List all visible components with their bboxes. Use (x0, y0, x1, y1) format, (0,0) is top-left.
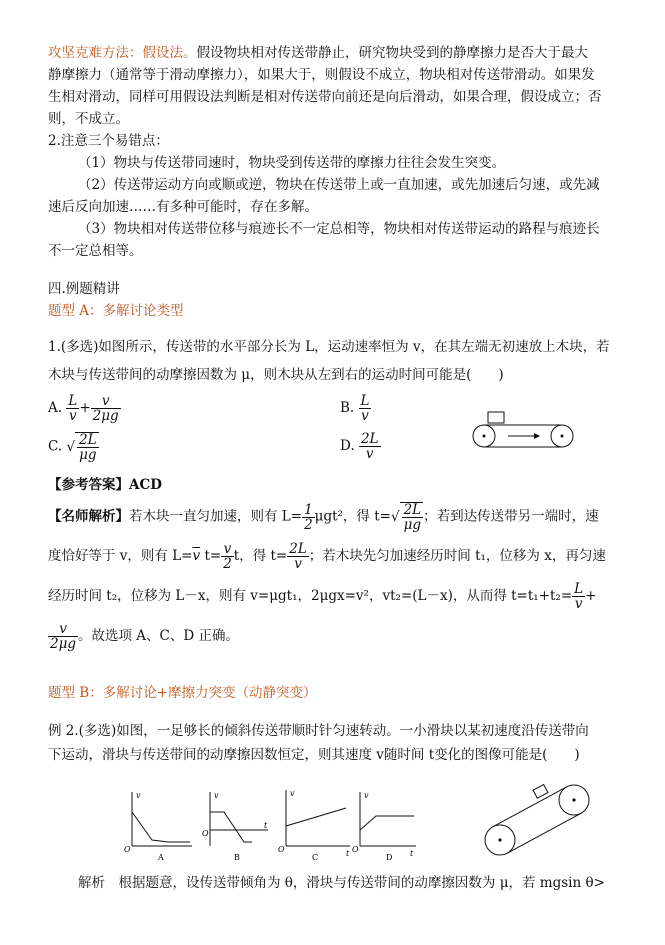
num: L (360, 393, 370, 409)
num: v (48, 622, 78, 637)
q1-analysis-line2 (48, 542, 606, 571)
note-item-3a: （3）物块相对传送带位移与痕迹长不一定总相等，物块相对传送带运动的路程与痕迹长 (78, 221, 600, 237)
option-a: A. $\frac{L}{v}$ + $\frac{v}{2\mu g}$ (48, 393, 119, 424)
axis-v-label: v (136, 791, 141, 800)
notes-heading: 2.注意三个易错点： (48, 133, 169, 149)
graph-c (278, 789, 350, 862)
frac-1-over-2 (302, 503, 315, 532)
slider-block (533, 785, 548, 799)
graph-d (352, 791, 416, 862)
den: v (365, 446, 374, 462)
curve-d (360, 816, 414, 830)
q2-line2: 下运动，滑块与传送带间的动摩擦因数恒定，则其速度 v随时间 t变化的图像可能是( ) (48, 747, 580, 763)
analysis-label: 【名师解析】 (48, 508, 129, 525)
option-c (48, 432, 99, 462)
sqrt-2l-ug: √ $\frac{2L}{\mu g}$ (390, 502, 422, 533)
analysis-text: t= (204, 548, 222, 564)
note-item-2b: 速后反向加速……有多种可能时，存在多解。 (48, 199, 318, 215)
direction-arrowhead (534, 433, 540, 439)
option-b-label: B. (340, 400, 355, 416)
option-b (340, 394, 371, 423)
den: v (294, 556, 302, 572)
num: L (68, 393, 78, 409)
belt-top (493, 787, 567, 827)
block-shape (488, 412, 504, 423)
graph-b-label: B (234, 853, 240, 862)
den: 2 (304, 516, 313, 533)
analysis-text: ；若木块先匀加速经历时间 t₁，位移为 x，再匀速 (308, 548, 606, 564)
den: 2 (223, 556, 232, 572)
frac-v-over-2 (221, 542, 234, 571)
axis-t-label: t (346, 849, 350, 858)
origin-label: O (278, 845, 285, 854)
analysis-text: ；若到达传送带另一端时，速 (423, 508, 599, 525)
option-c-label: C. (48, 438, 63, 455)
conveyor-belt-figure (470, 410, 578, 452)
q1-analysis-line1 (48, 502, 599, 532)
den: μg (403, 517, 422, 533)
option-d-label: D. (340, 438, 355, 454)
option-a-label: A. (48, 400, 63, 416)
note-item-2a: （2）传送带运动方向或顺或逆，物块在传送带上或一直加速，或先加速后匀速，或先减 (78, 177, 600, 193)
curve-a (132, 812, 190, 842)
graph-c-label: C (312, 853, 319, 862)
q1-line2: 木块与传送带间的动摩擦因数为 μ，则木块从左到右的运动时间可能是( ) (48, 367, 504, 383)
note-item-1: （1）物块与传送带同速时，物块受到传送带的摩擦力往往会发生突变。 (78, 155, 506, 171)
graph-d-label: D (386, 853, 393, 862)
den: v (574, 596, 583, 612)
frac-l-v (572, 582, 585, 611)
q1-analysis-line4 (48, 622, 239, 651)
den: v (69, 408, 77, 424)
method-label: 攻坚克难方法：假设法。 (48, 45, 197, 61)
axis-v-label: v (364, 791, 369, 800)
lower-axle (498, 838, 501, 841)
q2-line1: 例 2.(多选)如图，一足够长的倾斜传送带顺时针匀速转动。一小滑块以某初速度沿传送带向 (48, 723, 589, 739)
frac-l-over-v (66, 394, 79, 423)
axis-t-label: t (264, 821, 268, 830)
den: 2μg (50, 636, 77, 652)
origin-label: O (124, 845, 131, 854)
graph-a-label: A (158, 853, 164, 862)
type-b-heading: 题型 B：多解讨论+摩擦力突变（动静突变） (48, 685, 317, 701)
method-paragraph-line3: 生相对滑动，同样可用假设法判断是相对传送带向前还是向后滑动，如果合理，假设成立；否 (48, 89, 602, 105)
left-pulley-axle (483, 435, 486, 438)
upper-axle (572, 798, 575, 801)
num: 2L (79, 432, 97, 448)
frac-v-2ug (48, 622, 78, 651)
q1-analysis-line3: 经历时间 t₂，位移为 L－x，则有 v=μgt₁，2μgx=v²，vt₂=(L－x)，从而得 t=t₁+t₂= $\frac{L}{v}$ + (48, 581, 597, 612)
num: 2L (360, 431, 379, 447)
q1-line1: 1.(多选)如图所示，传送带的水平部分长为 L，运动速率恒为 v，在其左端无初速放上木块，若 (48, 339, 610, 355)
frac-v-over-2ug (91, 394, 121, 423)
num: v (221, 542, 234, 557)
num: L (574, 581, 584, 597)
inclined-conveyor-figure (484, 776, 596, 860)
method-paragraph-line1 (48, 42, 626, 64)
graph-a (124, 791, 192, 862)
analysis-text: 若木块一直匀加速，则有 L= (129, 508, 303, 525)
q2-analysis: 解析 根据题意，设传送带倾角为 θ，滑块与传送带间的动摩擦因数为 μ，若 mgsin θ> (78, 875, 605, 891)
frac-l-over-v-b (359, 394, 372, 423)
frac-2l-v (287, 542, 309, 571)
den: 2μg (92, 408, 119, 424)
section-heading: 四.例题精讲 (48, 281, 120, 297)
num: 2L (289, 541, 307, 557)
method-text: 假设物块相对传送带静止，研究物块受到的静摩擦力是否大于最大 (196, 45, 588, 61)
analysis-text: 度恰好等于 v，则有 L= (48, 548, 193, 564)
num: 1 (304, 501, 313, 518)
num: 2L (403, 502, 422, 518)
vt-graphs (120, 786, 420, 866)
analysis-text: μgt²，得 t= (314, 508, 391, 525)
method-paragraph-line2: 静摩擦力（通常等于滑动摩擦力），如果大于，则假设不成立，物块相对传送带滑动。如果发 (48, 67, 595, 83)
axis-v-label: v (290, 789, 295, 798)
method-paragraph-line4: 则，不成立。 (48, 111, 129, 127)
slider-block-shape (533, 785, 548, 799)
den: μg (79, 447, 97, 463)
num: v (91, 394, 121, 409)
belt-bottom (507, 813, 581, 853)
frac-2l-over-v (359, 432, 381, 461)
type-a-heading: 题型 A：多解讨论类型 (48, 303, 184, 319)
graph-b (202, 791, 268, 862)
note-item-3b: 不一定总相等。 (48, 243, 143, 259)
origin-label: O (202, 829, 209, 838)
q1-answer: 【参考答案】ACD (48, 477, 162, 493)
axis-v-label: v (214, 791, 219, 800)
analysis-text: t，得 t= (233, 548, 288, 564)
option-d (340, 432, 381, 461)
axis-t-label: t (410, 849, 414, 858)
den: v (361, 408, 369, 424)
analysis-text: 经历时间 t₂，位移为 L－x，则有 v=μgt₁，2μgx=v²，vt₂=(L－x)，从而得 t=t₁+t₂= (48, 588, 573, 604)
analysis-text: 。故选项 A、C、D 正确。 (78, 628, 240, 644)
right-pulley-axle (561, 435, 564, 438)
curve-c (286, 808, 346, 826)
v-bar: $\overline{v}$ (192, 548, 201, 564)
sqrt-2l-over-ug: √ $\frac{2L}{\mu g}$ (66, 432, 97, 463)
curve-b (210, 812, 252, 842)
origin-label: O (352, 845, 359, 854)
